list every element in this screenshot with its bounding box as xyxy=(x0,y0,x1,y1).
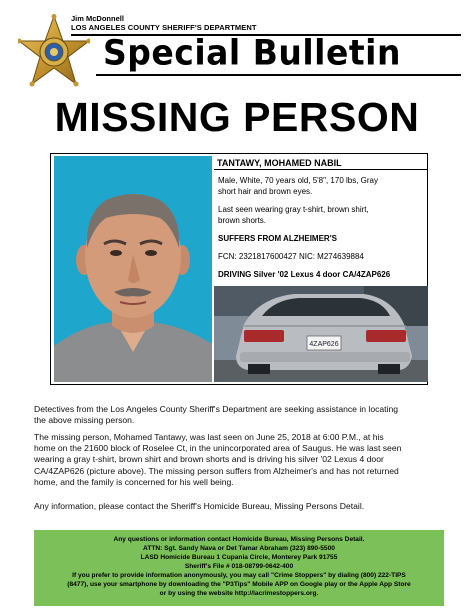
footer-line: If you prefer to provide information anonymously, you may call "Crime Stoppers" by dialing (800) 222-TIPS xyxy=(72,572,406,579)
sheriff-name: Jim McDonnell xyxy=(71,14,124,23)
person-description-line-2: short hair and brown eyes. xyxy=(218,187,313,196)
last-seen-line-2: brown shorts. xyxy=(218,216,267,225)
vehicle-photo xyxy=(214,286,428,382)
header-divider-bottom xyxy=(96,74,461,76)
person-name: TANTAWY, MOHAMED NABIL xyxy=(214,156,428,170)
footer-line: Any questions or information contact Homicide Bureau, Missing Persons Detail. xyxy=(113,536,365,543)
paragraph-details: The missing person, Mohamed Tantawy, was last seen on June 25, 2018 at 6:00 P.M., at his home on the 21600 block of Roselee Ct, in the unincorporated area of Saugus. He was last seen wearing a gray t-shirt, brown shirt and brown shorts and is driving his silver '02 Lexus 4 door CA/4ZAP626 (picture above). The missing person suffers from Alzheimer's and has not returned home, and the family is concerned for his well being. xyxy=(34,432,402,487)
footer-line: LASD Homicide Bureau 1 Cupania Circle, Monterey Park 91755 xyxy=(140,554,338,561)
vehicle-description: DRIVING Silver '02 Lexus 4 door CA/4ZAP626 xyxy=(218,270,391,279)
info-panel xyxy=(214,156,428,284)
license-plate-text: 4ZAP626 xyxy=(309,341,339,348)
paragraph-contact: Any information, please contact the Sheriff's Homicide Bureau, Missing Persons Detail. xyxy=(34,501,365,511)
paragraph-intro: Detectives from the Los Angeles County Sheriff's Department are seeking assistance in locating the above missing person. xyxy=(34,404,399,426)
identification-numbers: FCN: 2321817600427 NIC: M274639884 xyxy=(218,252,364,261)
condition-text: SUFFERS FROM ALZHEIMER'S xyxy=(218,234,337,243)
person-description-line-1: Male, White, 70 years old, 5'8", 170 lbs, Gray xyxy=(218,176,378,185)
contact-footer xyxy=(34,530,444,606)
missing-person-photo xyxy=(54,156,212,382)
page-title: MISSING PERSON xyxy=(54,94,420,140)
footer-line: ATTN: Sgt. Sandy Nava or Det Tamar Abraham (323) 890-5500 xyxy=(143,545,335,552)
bulletin-title: Special Bulletin xyxy=(103,32,401,73)
footer-line: Sheriff's File # 018-08799-0642-400 xyxy=(184,563,294,570)
footer-line: or by using the website http://lacrimestoppers.org. xyxy=(159,590,319,597)
last-seen-line-1: Last seen wearing gray t-shirt, brown shirt, xyxy=(218,205,369,214)
department-name: LOS ANGELES COUNTY SHERIFF'S DEPARTMENT xyxy=(71,23,257,32)
footer-line: (8477), use your smartphone by downloading the "P3Tips" Mobile APP on Google play or the Apple App Store xyxy=(67,581,411,588)
